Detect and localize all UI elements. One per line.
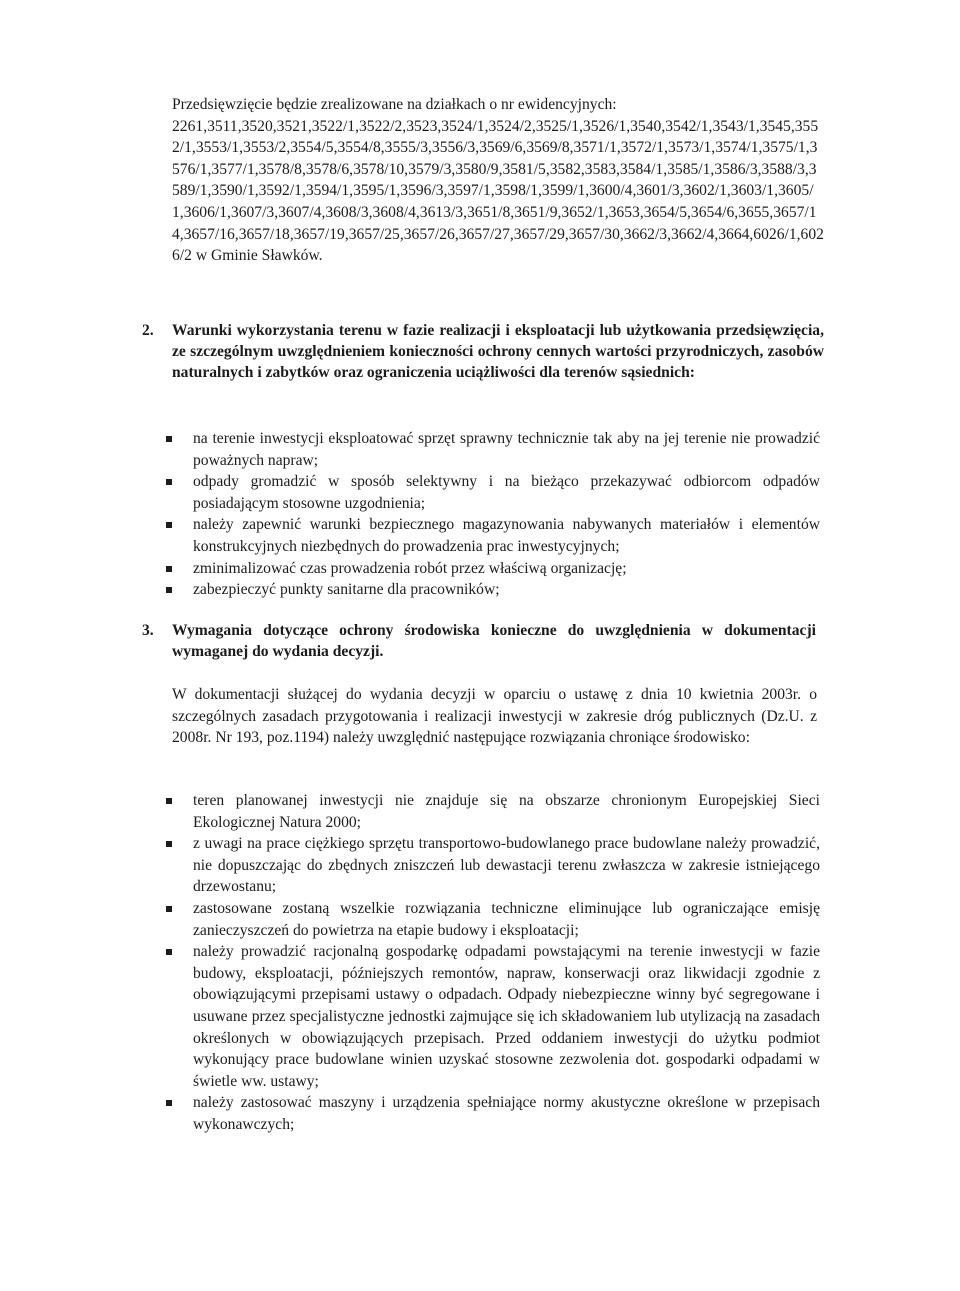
list-item-text: zminimalizować czas prowadzenia robót przez właściwą organizację; — [193, 559, 627, 577]
bullet-icon — [166, 798, 172, 804]
parcel-numbers: 2261,3511,3520,3521,3522/1,3522/2,3523,3524/1,3524/2,3525/1,3526/1,3540,3542/1,3543/1,3545,3552/1,3553/1,3553/2,3554/5,3554/8,3555/3,3556/3,3569/6,3569/8,3571/1,3572/1,3573/1,3574/1,3575/1,3576/1,3577/1,3578/8,3578/6,3578/10,3579/3,3580/9,3581/5,3582,3583,3584/1,3585/1,3586/3,3588/3,3589/1,3590/1,3592/1,3594/1,3595/1,3596/3,3597/1,3598/1,3599/1,3600/4,3601/3,3602/1,3603/1,3605/1,3606/1,3607/3,3607/4,3608/3,3608/4,3613/3,3651/8,3651/9,3652/1,3653,3654/5,3654/6,3655,3657/14,3657/16,3657/18,3657/19,3657/25,3657/26,3657/27,3657/29,3657/30,3662/3,3662/4,3664,6026/1,6026/2 w Gminie Sławków. — [172, 117, 824, 265]
bullet-icon — [166, 841, 172, 847]
list-item — [166, 471, 820, 514]
bullet-icon — [166, 949, 172, 955]
list-item — [166, 790, 820, 833]
section-2-bullet-list — [166, 428, 820, 601]
list-item-text: na terenie inwestycji eksploatować sprzęt sprawny technicznie tak aby na jej terenie nie prowadzić poważnych napraw; — [193, 430, 820, 469]
list-item-text: odpady gromadzić w sposób selektywny i na bieżąco przekazywać odbiorcom odpadów posiadającym stosowne uzgodnienia; — [193, 473, 820, 512]
section-3-heading-text: Wymagania dotyczące ochrony środowiska konieczne do uwzględnienia w dokumentacji wymaganej do wydania decyzji. — [172, 622, 816, 661]
parcel-list-paragraph — [172, 94, 824, 267]
list-item — [166, 558, 820, 580]
section-2-number: 2. — [142, 322, 154, 339]
list-item-text: z uwagi na prace ciężkiego sprzętu transportowo-budowlanego prace budowlane należy prowadzić, nie dopuszczając do zbędnych zniszczeń lub dewastacji terenu zwłaszcza w zakresie istniejącego drzewostanu; — [193, 835, 820, 896]
section-2-heading — [142, 320, 824, 384]
list-item-text: należy zapewnić warunki bezpiecznego magazynowania nabywanych materiałów i elementów konstrukcyjnych niezbędnych do prowadzenia prac inwestycyjnych; — [193, 516, 820, 555]
list-item-text: należy zastosować maszyny i urządzenia spełniające normy akustyczne określone w przepisach wykonawczych; — [193, 1094, 820, 1133]
section-3-number: 3. — [142, 622, 154, 639]
bullet-icon — [166, 566, 172, 572]
parcel-intro: Przedsięwzięcie będzie zrealizowane na działkach o nr ewidencyjnych: — [172, 96, 617, 113]
bullet-icon — [166, 1100, 172, 1106]
bullet-icon — [166, 906, 172, 912]
list-item — [166, 1092, 820, 1135]
list-item-text: zastosowane zostaną wszelkie rozwiązania techniczne eliminujące lub ograniczające emisję zanieczyszczeń do powietrza na etapie budowy i eksploatacji; — [193, 899, 820, 939]
bullet-icon — [166, 522, 172, 528]
bullet-icon — [166, 587, 172, 593]
list-item — [166, 514, 820, 557]
list-item-text: należy prowadzić racjonalną gospodarkę odpadami powstającymi na terenie inwestycji w fazie budowy, eksploatacji, późniejszych remontów, napraw, konserwacji oraz likwidacji zgodnie z obowiązującymi przepisami ustawy o odpadach. Odpady niebezpieczne winny być segregowane i usuwane przez specjalistyczne jednostki zajmujące się ich składowaniem lub utylizacją na zasadach określonych w obowiązujących przepisach. Przed oddaniem inwestycji do użytku podmiot wykonujący prace budowlane winien uzyskać stosowne zezwolenia dot. gospodarki odpadami w świetle ww. ustawy; — [193, 943, 820, 1090]
list-item — [166, 941, 820, 1092]
list-item — [166, 833, 820, 898]
list-item — [166, 579, 820, 601]
list-item-text: zabezpieczyć punkty sanitarne dla pracowników; — [193, 581, 500, 599]
section-3-paragraph: W dokumentacji służącej do wydania decyzji w oparciu o ustawę z dnia 10 kwietnia 2003r. o szczególnych zasadach przygotowania i realizacji inwestycji w zakresie dróg publicznych (Dz.U. z 2008r. Nr 193, poz.1194) należy uwzględnić następujące rozwiązania chroniące środowisko: — [172, 686, 817, 747]
section-2-heading-text: Warunki wykorzystania terenu w fazie realizacji i eksploatacji lub użytkowania przedsięwzięcia, ze szczególnym uwzględnieniem konieczności ochrony cennych wartości przyrodniczych, zasobów naturalnych i zabytków oraz ograniczenia uciążliwości dla terenów sąsiednich: — [172, 322, 824, 382]
list-item — [166, 898, 820, 941]
bullet-icon — [166, 479, 172, 485]
section-3-bullet-list — [166, 790, 820, 1136]
list-item — [166, 428, 820, 471]
bullet-icon — [166, 436, 172, 442]
list-item-text: teren planowanej inwestycji nie znajduje się na obszarze chronionym Europejskiej Sieci Ekologicznej Natura 2000; — [193, 792, 820, 831]
section-3-heading — [142, 620, 816, 662]
